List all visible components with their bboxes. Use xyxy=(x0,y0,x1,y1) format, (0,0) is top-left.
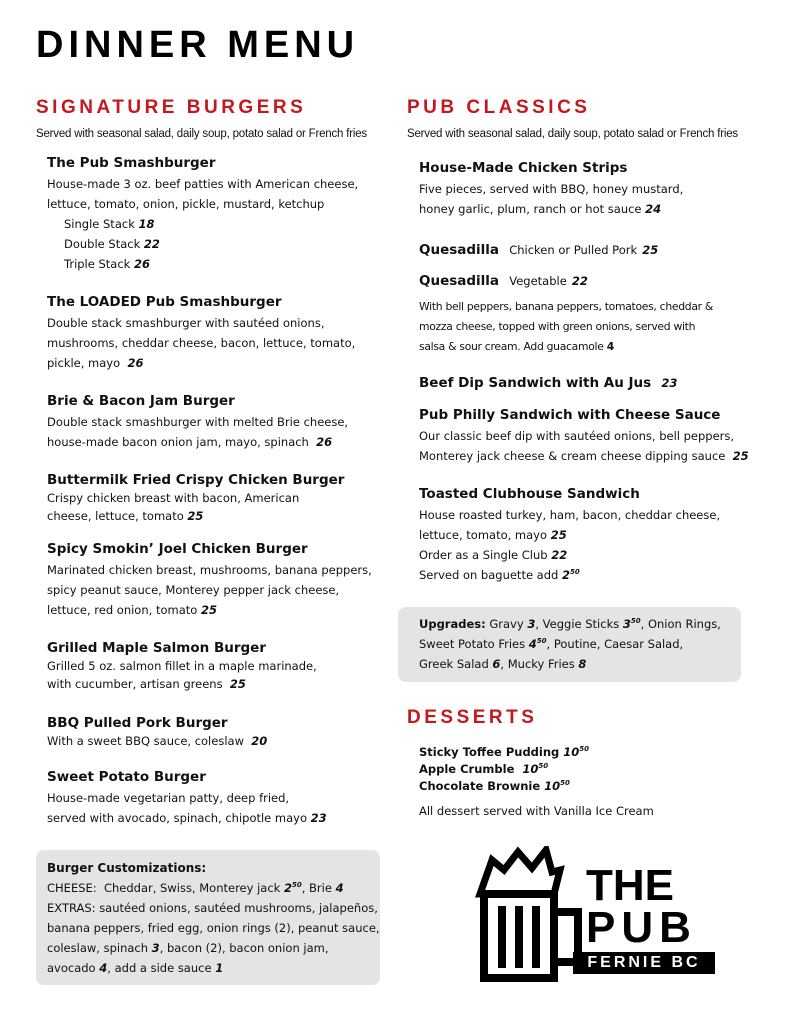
stack-option xyxy=(64,234,358,254)
beer-mug-icon xyxy=(474,846,586,984)
the-pub-logo xyxy=(474,846,724,986)
menu-item-quesadilla-meat xyxy=(419,239,658,258)
menu-item-beef-dip xyxy=(419,372,677,391)
pub-classics-subtitle: Served with seasonal salad, daily soup, potato salad or French fries xyxy=(407,128,738,140)
item-desc xyxy=(419,426,749,466)
desserts-heading: DESSERTS xyxy=(407,707,538,728)
item-name: Brie & Bacon Jam Burger xyxy=(47,393,235,409)
menu-item-sweet-potato xyxy=(47,769,327,828)
menu-item-spicy-joel xyxy=(47,541,372,620)
logo-banner xyxy=(573,952,715,974)
dessert-item: Chocolate Brownie $10^{50}$ xyxy=(419,779,570,793)
signature-burgers-heading: SIGNATURE BURGERS xyxy=(36,97,307,118)
price: 22 xyxy=(551,548,568,562)
logo-location: FERNIE BC xyxy=(587,954,701,971)
extras-line: banana peppers, fried egg, onion rings (2), peanut sauce, xyxy=(47,921,380,935)
extras-line: EXTRAS: sautéed onions, sautéed mushrooms, jalapeños, xyxy=(47,901,378,915)
extras-line: avocado 4, add a side sauce 1 xyxy=(47,961,224,975)
quesadilla-desc xyxy=(419,297,713,357)
price: 25 xyxy=(200,603,217,617)
desc-line: honey garlic, plum, ranch or hot sauce 24 xyxy=(419,202,662,216)
desc-line: House-made 3 oz. beef patties with American cheese, xyxy=(47,177,359,191)
item-desc xyxy=(47,560,372,620)
price: 25 xyxy=(642,243,659,257)
upgrades-line: Greek Salad 6, Mucky Fries 8 xyxy=(419,657,587,671)
desc-line: mushrooms, cheddar cheese, bacon, lettuce, tomato, xyxy=(47,336,356,350)
desc-line: Double stack smashburger with melted Brie cheese, xyxy=(47,415,349,429)
desc-line: mozza cheese, topped with green onions, served with xyxy=(419,320,696,333)
item-desc xyxy=(47,657,317,693)
menu-item-clubhouse xyxy=(419,486,720,585)
item-variant: Chicken or Pulled Pork xyxy=(509,243,638,257)
dessert-item: Apple Crumble $10^{50}$ xyxy=(419,762,549,776)
item-name: Buttermilk Fried Crispy Chicken Burger xyxy=(47,472,345,488)
price: 25 xyxy=(732,449,749,463)
desc-line: House roasted turkey, ham, bacon, cheddar cheese, xyxy=(419,508,721,522)
item-name: Quesadilla xyxy=(419,242,500,258)
dessert-list xyxy=(419,744,589,795)
price: 26 xyxy=(133,257,150,271)
menu-item-chicken-strips xyxy=(419,160,683,219)
menu-item-pub-smashburger xyxy=(47,155,358,274)
upgrades-line: Upgrades: Gravy 3, Veggie Sticks $3^{50}$, Onion Rings, xyxy=(419,617,721,631)
desc-line: Served on baguette add $2^{50}$ xyxy=(419,568,580,582)
desc-line: cheese, lettuce, tomato 25 xyxy=(47,509,204,523)
price: 23 xyxy=(310,811,327,825)
menu-item-brie-bacon-jam xyxy=(47,393,348,452)
desc-line: Marinated chicken breast, mushrooms, banana peppers, xyxy=(47,563,372,577)
upgrades-box xyxy=(398,607,741,682)
desc-line: Crispy chicken breast with bacon, American xyxy=(47,491,300,505)
logo-the: THE xyxy=(586,861,674,910)
menu-item-maple-salmon xyxy=(47,640,317,693)
item-desc xyxy=(47,313,355,373)
item-name: Spicy Smokin’ Joel Chicken Burger xyxy=(47,541,308,557)
price: 25 xyxy=(187,509,204,523)
desc-line: served with avocado, spinach, chipotle mayo 23 xyxy=(47,811,327,825)
desc-line: Order as a Single Club 22 xyxy=(419,548,568,562)
pub-classics-heading: PUB CLASSICS xyxy=(407,97,591,118)
page-title: DINNER MENU xyxy=(36,24,360,66)
customizations-title: Burger Customizations: xyxy=(47,861,207,875)
item-name: Toasted Clubhouse Sandwich xyxy=(419,486,640,502)
signature-burgers-subtitle: Served with seasonal salad, daily soup, potato salad or French fries xyxy=(36,128,367,140)
stack-label: Double Stack xyxy=(64,237,141,251)
price: 23 xyxy=(661,376,678,390)
price: 26 xyxy=(127,356,144,370)
price: 26 xyxy=(316,435,333,449)
extras-line: coleslaw, spinach 3, bacon (2), bacon onion jam, xyxy=(47,941,329,955)
item-name: The LOADED Pub Smashburger xyxy=(47,294,282,310)
price: 20 xyxy=(251,734,268,748)
menu-item-quesadilla-veg xyxy=(419,270,588,289)
desc-line: spicy peanut sauce, Monterey pepper jack cheese, xyxy=(47,583,340,597)
item-desc xyxy=(47,489,344,525)
item-name: Sweet Potato Burger xyxy=(47,769,206,785)
desc-line: pickle, mayo 26 xyxy=(47,356,144,370)
customizations-content xyxy=(47,858,380,978)
menu-item-buttermilk-chicken xyxy=(47,472,344,525)
stack-option xyxy=(64,254,358,274)
menu-item-bbq-pulled-pork xyxy=(47,715,267,750)
desc-line: With bell peppers, banana peppers, tomatoes, cheddar & xyxy=(419,300,714,313)
stack-options xyxy=(64,214,358,274)
price: 18 xyxy=(138,217,155,231)
item-desc xyxy=(47,732,267,750)
desc-line: salsa & sour cream. Add guacamole 4 xyxy=(419,340,614,353)
desc-line: House-made vegetarian patty, deep fried, xyxy=(47,791,290,805)
item-desc xyxy=(419,505,720,585)
desc-line: Double stack smashburger with sautéed onions, xyxy=(47,316,325,330)
dessert-note: All dessert served with Vanilla Ice Cream xyxy=(419,804,654,818)
upgrades-content xyxy=(419,614,721,674)
item-name: Beef Dip Sandwich with Au Jus xyxy=(419,375,652,391)
item-name: The Pub Smashburger xyxy=(47,155,216,171)
item-name: BBQ Pulled Pork Burger xyxy=(47,715,228,731)
item-desc xyxy=(47,174,358,214)
price: 4 xyxy=(606,340,614,353)
desc-line: With a sweet BBQ sauce, coleslaw 20 xyxy=(47,734,268,748)
price: 25 xyxy=(229,677,246,691)
item-variant: Vegetable xyxy=(509,274,567,288)
item-desc xyxy=(47,412,348,452)
desc-line: lettuce, red onion, tomato 25 xyxy=(47,603,217,617)
item-name: Grilled Maple Salmon Burger xyxy=(47,640,266,656)
cheese-line: CHEESE: Cheddar, Swiss, Monterey jack $2^{50}$, Brie 4 xyxy=(47,881,344,895)
dessert-item: Sticky Toffee Pudding $10^{50}$ xyxy=(419,745,590,759)
desc-line: Our classic beef dip with sautéed onions, bell peppers, xyxy=(419,429,735,443)
upgrades-line: Sweet Potato Fries $4^{50}$, Poutine, Caesar Salad, xyxy=(419,637,684,651)
price: 22 xyxy=(143,237,160,251)
price: 22 xyxy=(571,274,588,288)
desc-line: lettuce, tomato, onion, pickle, mustard, ketchup xyxy=(47,197,325,211)
item-name: Quesadilla xyxy=(419,273,500,289)
price: 25 xyxy=(550,528,567,542)
item-name: Pub Philly Sandwich with Cheese Sauce xyxy=(419,407,721,423)
menu-item-pub-philly xyxy=(419,407,749,466)
item-name: House-Made Chicken Strips xyxy=(419,160,628,176)
desc-line: Monterey jack cheese & cream cheese dipping sauce 25 xyxy=(419,449,749,463)
desc-line: house-made bacon onion jam, mayo, spinach 26 xyxy=(47,435,333,449)
desc-line: with cucumber, artisan greens 25 xyxy=(47,677,246,691)
item-desc xyxy=(419,179,683,219)
stack-option xyxy=(64,214,358,234)
price: 24 xyxy=(645,202,662,216)
stack-label: Triple Stack xyxy=(64,257,131,271)
desc-line: lettuce, tomato, mayo 25 xyxy=(419,528,567,542)
customizations-box xyxy=(36,850,380,985)
menu-item-loaded-smashburger xyxy=(47,294,355,373)
logo-pub: PUB xyxy=(586,903,697,952)
desc-line: Grilled 5 oz. salmon fillet in a maple marinade, xyxy=(47,659,317,673)
desc-line: Five pieces, served with BBQ, honey mustard, xyxy=(419,182,684,196)
stack-label: Single Stack xyxy=(64,217,135,231)
item-desc xyxy=(47,788,327,828)
